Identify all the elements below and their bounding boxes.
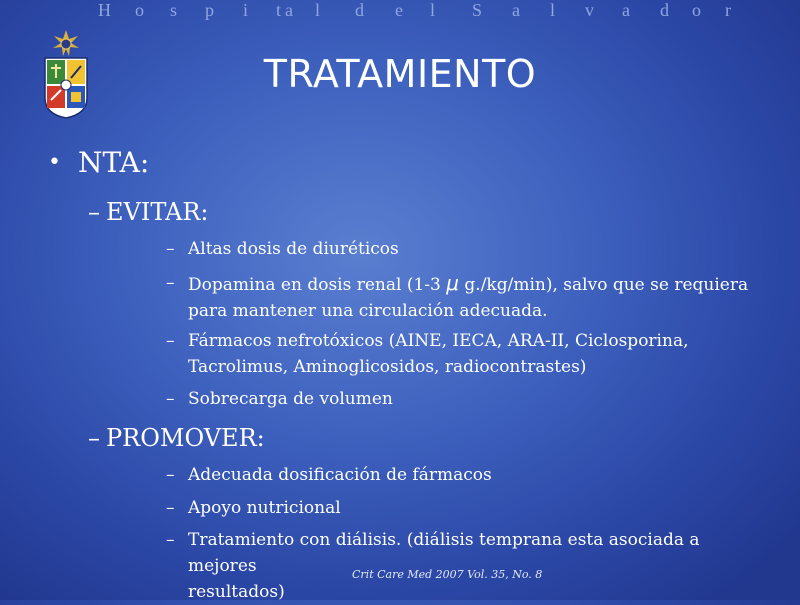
list-item-text: Fármacos nefrotóxicos (AINE, IECA, ARA-II, Ciclosporina, [188,331,689,351]
text-prefix: Dopamina en dosis renal (1-3 [188,275,447,295]
header-letter: H [98,0,111,20]
text-suffix: g./kg/min), salvo que se requiera [464,275,749,295]
list-item [166,270,766,324]
dash-marker: – [166,498,175,518]
dash-marker: – [166,389,175,409]
bullet-marker: • [48,150,61,175]
citation: Crit Care Med 2007 Vol. 35, No. 8 [352,568,543,581]
dash-marker: – [166,239,175,259]
subheading-label: EVITAR: [106,198,209,226]
header-letter: l [550,0,556,20]
subheading-evitar [88,198,209,226]
mu-symbol: μ [446,271,460,295]
subheading-label: PROMOVER: [106,424,265,452]
subheading-promover [88,424,265,452]
dash-marker: – [88,424,100,452]
dash-marker: – [166,273,175,293]
bullet-nta [48,146,149,179]
header-letter: s [170,0,178,20]
header-banner [0,0,800,24]
header-letter: a [512,0,520,20]
header-letter: l [430,0,436,20]
header-letter: a [285,0,293,20]
list-item [166,495,766,521]
header-letter: i [243,0,249,20]
list-item [166,462,766,488]
header-letter: v [585,0,594,20]
list-item [166,236,766,262]
list-item-text-line2: Tacrolimus, Aminoglicosidos, radiocontrastes) [188,357,587,377]
header-letter: d [355,0,364,20]
header-letter: a [622,0,630,20]
list-item-text-line2: para mantener una circulación adecuada. [188,301,548,321]
list-item-text [188,270,766,298]
header-letter: o [692,0,701,20]
dash-marker: – [88,198,100,226]
list-item-text: Adecuada dosificación de fármacos [188,465,492,485]
list-item-text: Altas dosis de diuréticos [188,239,399,259]
header-letter: e [395,0,403,20]
header-letter: r [725,0,731,20]
header-letter: t [276,0,282,20]
list-item-text: Apoyo nutricional [188,498,341,518]
list-item-text: Sobrecarga de volumen [188,389,393,409]
header-letter: S [472,0,483,20]
list-item [166,386,766,412]
list-item [166,527,766,605]
list-item-text-line2: resultados) [188,582,285,602]
header-letter: o [135,0,144,20]
header-letter: p [205,0,214,20]
list-item [166,328,766,380]
bullet-label: NTA: [78,146,150,179]
header-letter: d [660,0,669,20]
slide-title: TRATAMIENTO [263,52,537,96]
dash-marker: – [166,331,175,351]
dash-marker: – [166,530,175,550]
dash-marker: – [166,465,175,485]
list-item-text: Tratamiento con diálisis. (diálisis temprana esta asociada a mejores [188,530,700,576]
header-letter: l [315,0,321,20]
